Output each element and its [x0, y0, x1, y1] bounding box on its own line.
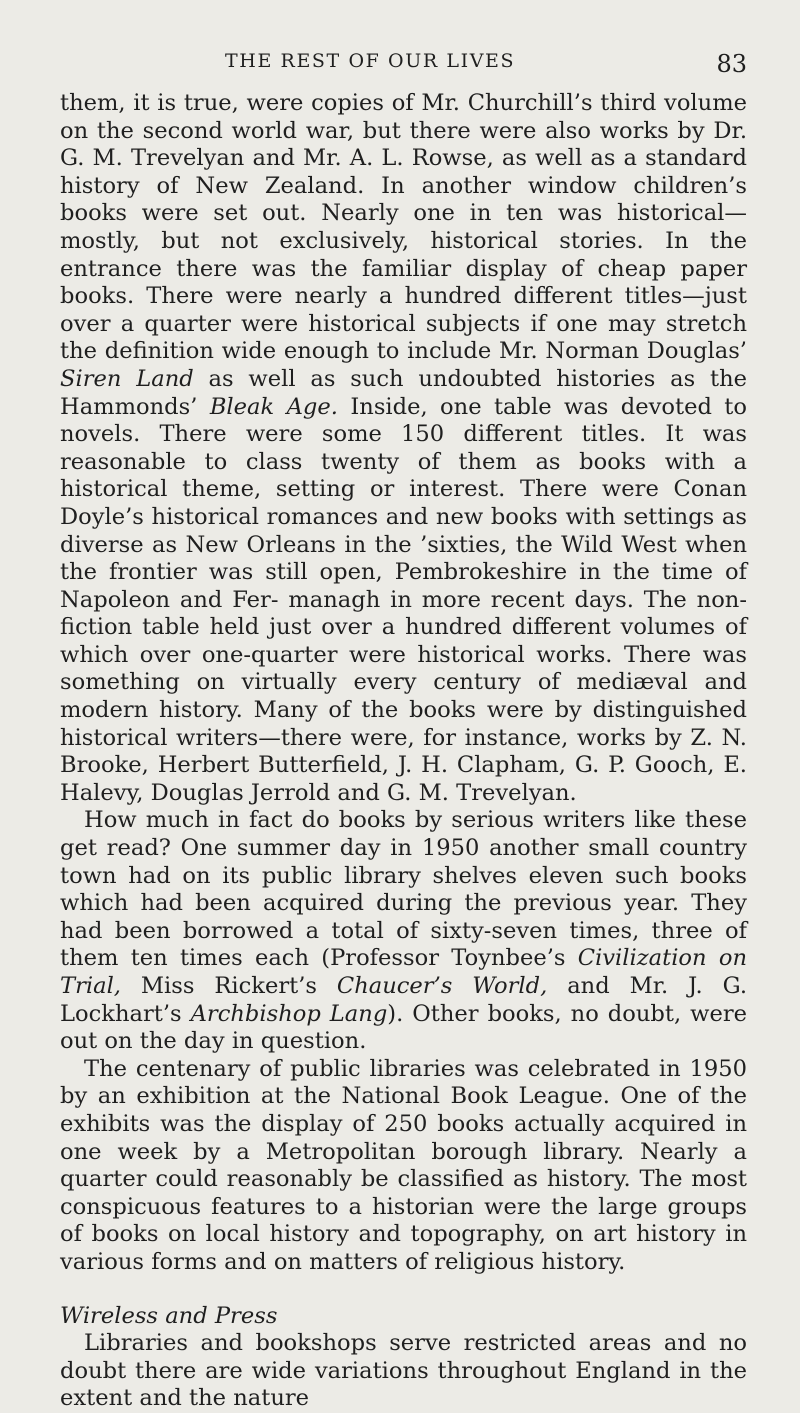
text-run: and Mr. J. G. Lockhart’s	[60, 973, 747, 1027]
text-run: The centenary of public libraries was celebrated in 1950 by an exhibition at the National Book League. One of the exhibits was the display of 250 books actually acquired in one week by a Metropolitan borough library. Nearly a quarter could reasonably be classified as history. The most conspicuous features to a historian were the large groups of books on local history and topography, on art history in various forms and on matters of religious history.	[60, 1055, 747, 1275]
italic-title: Siren Land	[60, 365, 194, 392]
running-title: THE REST OF OUR LIVES	[225, 50, 516, 72]
text-run: Inside, one table was devoted to novels. There were some 150 different titles. It was reasonable to class twenty of them as books with a historical theme, setting or interest. There were Conan Doyle’s historical romances and new books with settings as diverse as New Orleans in the ’sixties, the Wild West when the frontier was still open, Pembrokeshire in the time of Napoleon and Fer- managh in more recent days. The non-fiction table held just over a hundred different volumes of which over one-quarter were historical works. There was something on virtually every century of mediæval and modern history. Many of the books were by distinguished historical writers—there were, for instance, works by Z. N. Brooke, Herbert Butterfield, J. H. Clapham, G. P. Gooch, E. Halevy, Douglas Jerrold and G. M. Trevelyan.	[60, 393, 747, 806]
paragraph-1	[60, 90, 747, 807]
italic-title: Chaucer’s World,	[336, 973, 548, 999]
italic-title: Bleak Age.	[209, 393, 338, 420]
section-heading: Wireless and Press	[60, 1302, 278, 1329]
italic-title: Civilization on Trial,	[60, 945, 747, 999]
text-run: Miss Rickert’s	[120, 973, 337, 999]
body-text	[60, 90, 747, 1413]
text-run: How much in fact do books by serious writers like these get read? One summer day in 1950 another small country town had on its public library shelves eleven such books which had been acquired during the previous year. They had been borrowed a total of sixty-seven times, three of them ten times each (Professor Toynbee’s	[60, 807, 747, 972]
text-run: as well as such undoubted histories as the Hammonds’	[60, 365, 747, 420]
paragraph-2	[60, 807, 747, 1055]
text-run: ). Other books, no doubt, were out on the day in question.	[60, 1000, 747, 1055]
page-number: 83	[716, 50, 747, 78]
text-run: them, it is true, were copies of Mr. Churchill’s third volume on the second world war, but there were also works by Dr. G. M. Trevelyan and Mr. A. L. Rowse, as well as a standard history of New Zealand. In another window children’s books were set out. Nearly one in ten was historical—mostly, but not exclusively, historical stories. In the entrance there was the familiar display of cheap paper books. There were nearly a hundred different titles—just over a quarter were historical subjects if one may stretch the definition wide enough to include Mr. Norman Douglas’	[60, 90, 747, 365]
section-paragraph: Libraries and bookshops serve restricted areas and no doubt there are wide variations throughout England in the extent and the nature	[60, 1330, 747, 1412]
book-page	[0, 50, 800, 1412]
running-head	[60, 50, 747, 90]
italic-title: Archbishop Lang	[190, 1000, 388, 1027]
paragraph-3	[60, 1056, 747, 1277]
